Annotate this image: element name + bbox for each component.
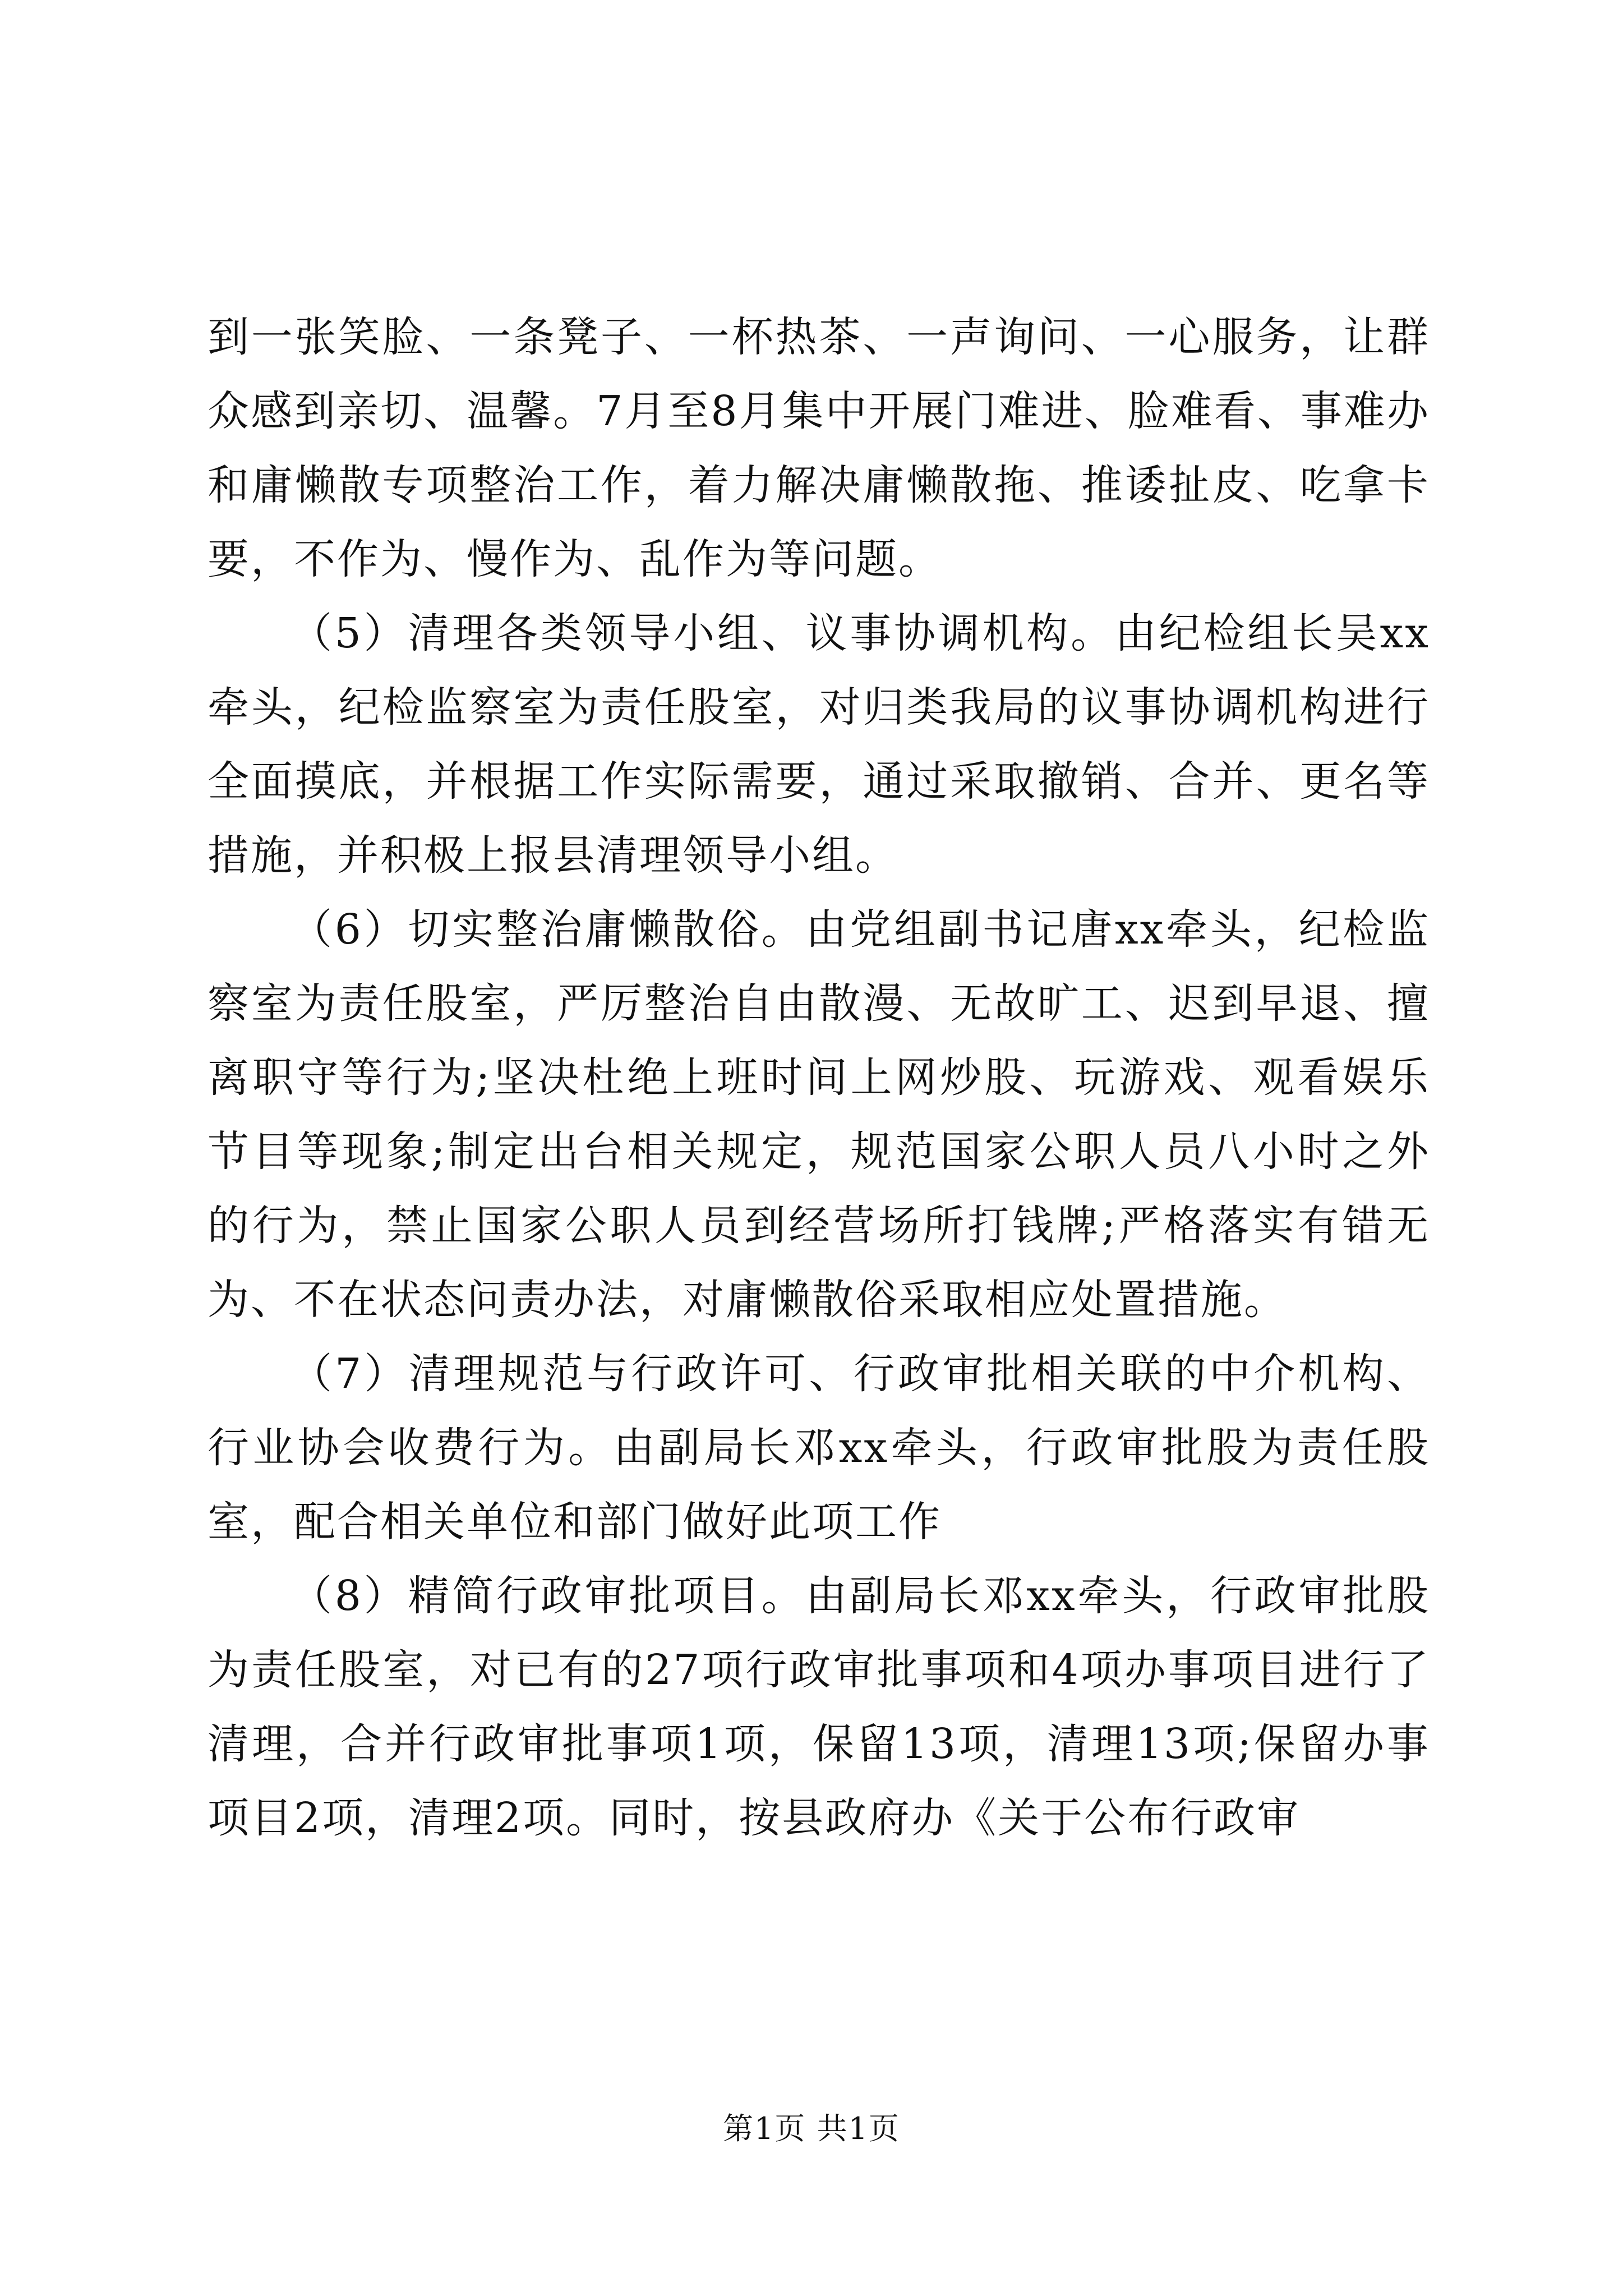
document-body — [208, 300, 1430, 1855]
paragraph-2: （5）清理各类领导小组、议事协调机构。由纪检组长吴xx牵头，纪检监察室为责任股室，对归类我局的议事协调机构进行全面摸底，并根据工作实际需要，通过采取撤销、合并、更名等措施，并积极上报县清理领导小组。 — [208, 609, 1430, 880]
paragraph-1: 到一张笑脸、一条凳子、一杯热茶、一声询问、一心服务，让群众感到亲切、温馨。7月至8月集中开展门难进、脸难看、事难办和庸懒散专项整治工作，着力解决庸懒散拖、推诿扯皮、吃拿卡要，不作为、慢作为、乱作为等问题。 — [208, 313, 1430, 583]
paragraph-5: （8）精简行政审批项目。由副局长邓xx牵头，行政审批股为责任股室，对已有的27项行政审批事项和4项办事项目进行了清理，合并行政审批事项1项，保留13项，清理13项;保留办事项目2项，清理2项。同时，按县政府办《关于公布行政审 — [208, 1572, 1430, 1842]
paragraph-3: （6）切实整治庸懒散俗。由党组副书记唐xx牵头，纪检监察室为责任股室，严厉整治自由散漫、无故旷工、迟到早退、擅离职守等行为;坚决杜绝上班时间上网炒股、玩游戏、观看娱乐节目等现象;制定出台相关规定，规范国家公职人员八小时之外的行为，禁止国家公职人员到经营场所打钱牌;严格落实有错无为、不在状态问责办法，对庸懒散俗采取相应处置措施。 — [208, 905, 1430, 1324]
paragraph-4: （7）清理规范与行政许可、行政审批相关联的中介机构、行业协会收费行为。由副局长邓xx牵头，行政审批股为责任股室，配合相关单位和部门做好此项工作 — [208, 1350, 1430, 1546]
page-number-footer: 第1页 共1页 — [723, 2111, 900, 2146]
